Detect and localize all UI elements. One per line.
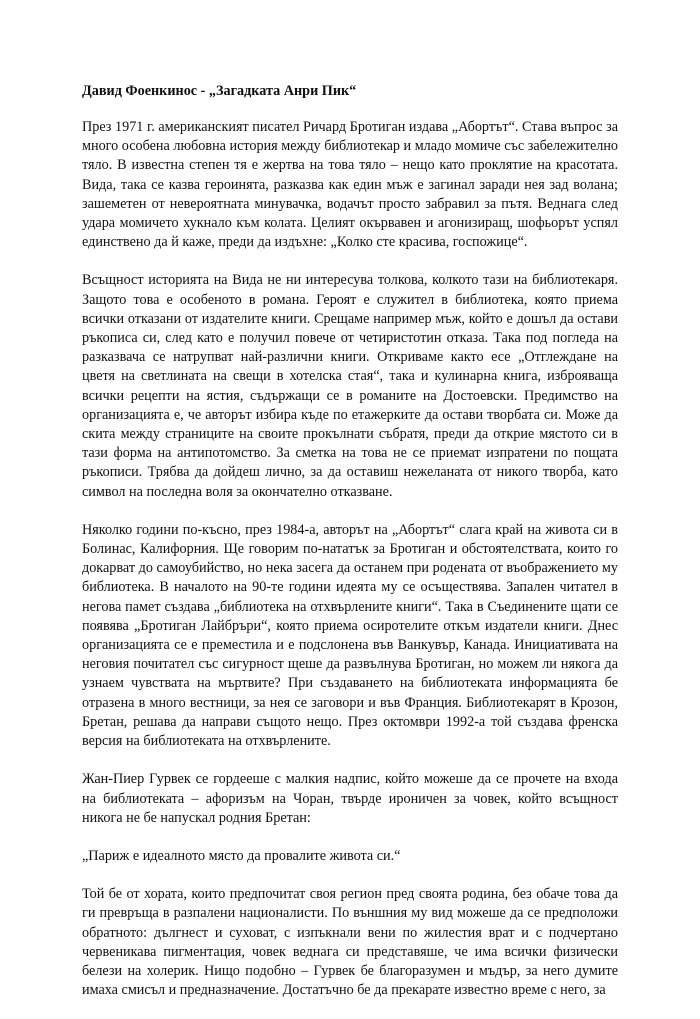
document-page: [82, 82, 618, 1019]
paragraph-6: Той бе от хората, които предпочитат своя регион пред своята родина, без обаче това да ги превръща в разпалени националисти. По външния му вид можеше да се предположи обратното: дългнест и суховат, с изпъкнали вени по жилестия врат и с подчертано червеникава пигментация, човек веднага си представяше, че има всички физически белези на холерик. Нищо подобно – Гурвек бе благоразумен и мъдър, за него думите имаха смисъл и предназначение. Достатъчно бе да прекарате известно време с него, за: [82, 886, 618, 999]
paragraph-3: Няколко години по-късно, през 1984-а, авторът на „Абортът“ слага край на живота си в Болинас, Калифорния. Ще говорим по-нататък за Бротиган и обстоятелствата, които го докарват до самоубийство, но нека засега да останем при родената от въображението му библиотека. В началото на 90-те години идеята му се осъществява. Запален читател в негова памет създава „библиотека на отхвърлените книги“. Така в Съединените щати се появява „Бротиган Лайбръри“, която приема осиротелите откъм издатели книги. Днес организацията се е преместила и е подслонена във Ванкувър, Канада. Инициативата на неговия почитател със сигурност щеше да развълнува Бротиган, но можем ли някога да узнаем чувствата на мъртвите? При създаването на библиотеката информацията бе отразена в много вестници, за нея се заговори и във Франция. Библиотекарят в Крозон, Бретан, решава да направи същото нещо. През октомври 1992-а той създава френска версия на библиотеката на отхвърлените.: [82, 521, 618, 750]
paragraph-2: Всъщност историята на Вида не ни интересува толкова, колкото тази на библиотекаря. Защото това е особеното в романа. Героят е служител в библиотека, която приема всички отказани от издателите книги. Срещаме например мъж, който е дошъл да остави ръкописа си, след като е получил повече от четиристотин отказа. Така под погледа на разказвача се натрупват най-различни книги. Откриваме както есе „Отглеждане на цветя на светлината на свещи в хотелска стая“, така и кулинарна книга, изброяваща всички рецепти на ястия, съдържащи се в романите на Достоевски. Предимство на организацията е, че авторът избира къде по етажерките да остави творбата си. Може да скита между страниците на своите прокълнати събратя, преди да открие мястото си в тази форма на антипотомство. За сметка на това не се приемат изпратени по пощата ръкописи. Трябва да дойдеш лично, за да оставиш нежеланата от никого творба, като символ на последна воля за окончателно отказване.: [82, 272, 618, 500]
document-title: Давид Фоенкинос - „Загадката Анри Пик“: [82, 83, 357, 99]
paragraph-4: Жан-Пиер Гурвек се гордееше с малкия надпис, който можеше да се прочете на входа на библиотеката – афоризъм на Чоран, твърде ироничен за човек, който всъщност никога не бе напускал родния Бретан:: [82, 771, 618, 826]
paragraph-1: През 1971 г. американският писател Ричард Бротиган издава „Абортът“. Става въпрос за много особена любовна история между библиотекар и младо момиче със забележително тяло. В известна степен тя е жертва на това тяло – нещо като проклятие на красотата. Вида, така се казва героинята, разказва как един мъж е загинал заради нея зад волана; зашеметен от невероятната минувачка, водачът просто забравил за пътя. Веднага след удара момичето хукнало към колата. Целият окървавен и агонизиращ, шофьорът успял единствено да й каже, преди да издъхне: „Колко сте красива, госпожице“.: [82, 119, 619, 251]
quote-paragraph: „Париж е идеалното място да провалите живота си.“: [82, 847, 401, 864]
